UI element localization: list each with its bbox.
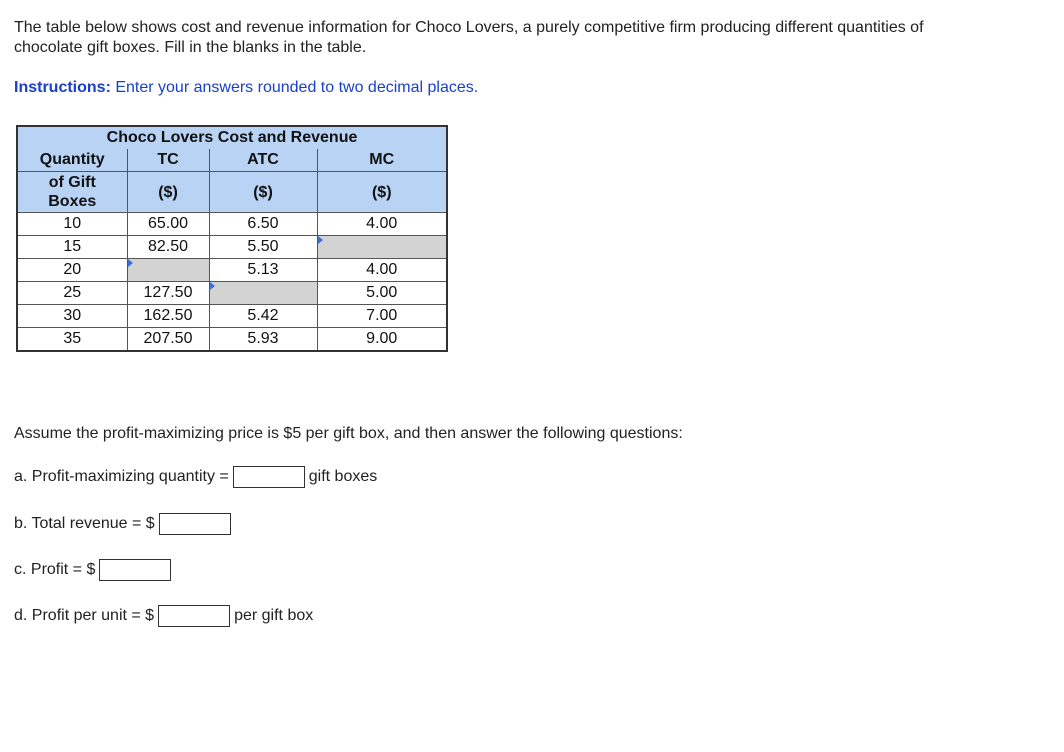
cell-atc: 5.42 [209,305,317,328]
header-quantity: Quantity [17,149,127,172]
table-row [17,236,447,259]
cell-quantity: 10 [17,213,127,236]
cell-tc: 127.50 [127,282,209,305]
header-mc: MC [317,149,447,172]
question-a-suffix: gift boxes [308,468,378,485]
cell-mc: 5.00 [317,282,447,305]
subheader-mc: ($) [317,172,447,213]
header-atc: ATC [209,149,317,172]
cell-quantity: 25 [17,282,127,305]
cell-quantity: 20 [17,259,127,282]
assumption-text: Assume the profit-maximizing price is $5 per gift box, and then answer the following questions: [14,425,683,442]
instructions-text: Enter your answers rounded to two decimal places. [110,79,479,96]
cell-mc: 9.00 [317,328,447,352]
subheader-atc: ($) [209,172,317,213]
question-c [14,559,175,581]
question-c-label: c. Profit = $ [14,561,96,578]
total-revenue-input[interactable] [159,513,231,535]
cell-quantity: 30 [17,305,127,328]
cell-quantity: 35 [17,328,127,352]
profit-input[interactable] [99,559,171,581]
question-a [14,466,377,488]
question-a-label: a. Profit-maximizing quantity = [14,468,229,485]
question-d-suffix: per gift box [234,607,314,624]
cell-atc: 5.50 [209,236,317,259]
tc-20-answer-cell[interactable] [127,259,209,282]
mc-15-answer-cell[interactable] [317,236,447,259]
cell-mc: 4.00 [317,259,447,282]
table-row [17,282,447,305]
header-tc: TC [127,149,209,172]
subheader-quantity: of Gift Boxes [17,172,127,213]
cell-atc: 5.13 [209,259,317,282]
table-title: Choco Lovers Cost and Revenue [17,126,447,149]
profit-max-quantity-input[interactable] [233,466,305,488]
question-d [14,605,313,627]
subheader-tc: ($) [127,172,209,213]
table-row [17,305,447,328]
cost-revenue-table [16,125,448,352]
question-b [14,513,235,535]
table-row [17,328,447,352]
cell-quantity: 15 [17,236,127,259]
question-d-label: d. Profit per unit = $ [14,607,155,624]
cell-tc: 82.50 [127,236,209,259]
atc-25-answer-cell[interactable] [209,282,317,305]
question-b-label: b. Total revenue = $ [14,515,155,532]
problem-intro: The table below shows cost and revenue information for Choco Lovers, a purely competitive firm producing different quantities of chocolate gift boxes. Fill in the blanks in the table. [14,19,924,56]
cell-mc: 7.00 [317,305,447,328]
cell-atc: 5.93 [209,328,317,352]
cell-mc: 4.00 [317,213,447,236]
profit-per-unit-input[interactable] [158,605,230,627]
table-row [17,213,447,236]
table-row [17,259,447,282]
instructions [14,78,478,98]
cell-tc: 65.00 [127,213,209,236]
instructions-lead: Instructions: [14,79,111,96]
cell-tc: 162.50 [127,305,209,328]
cell-tc: 207.50 [127,328,209,352]
cell-atc: 6.50 [209,213,317,236]
